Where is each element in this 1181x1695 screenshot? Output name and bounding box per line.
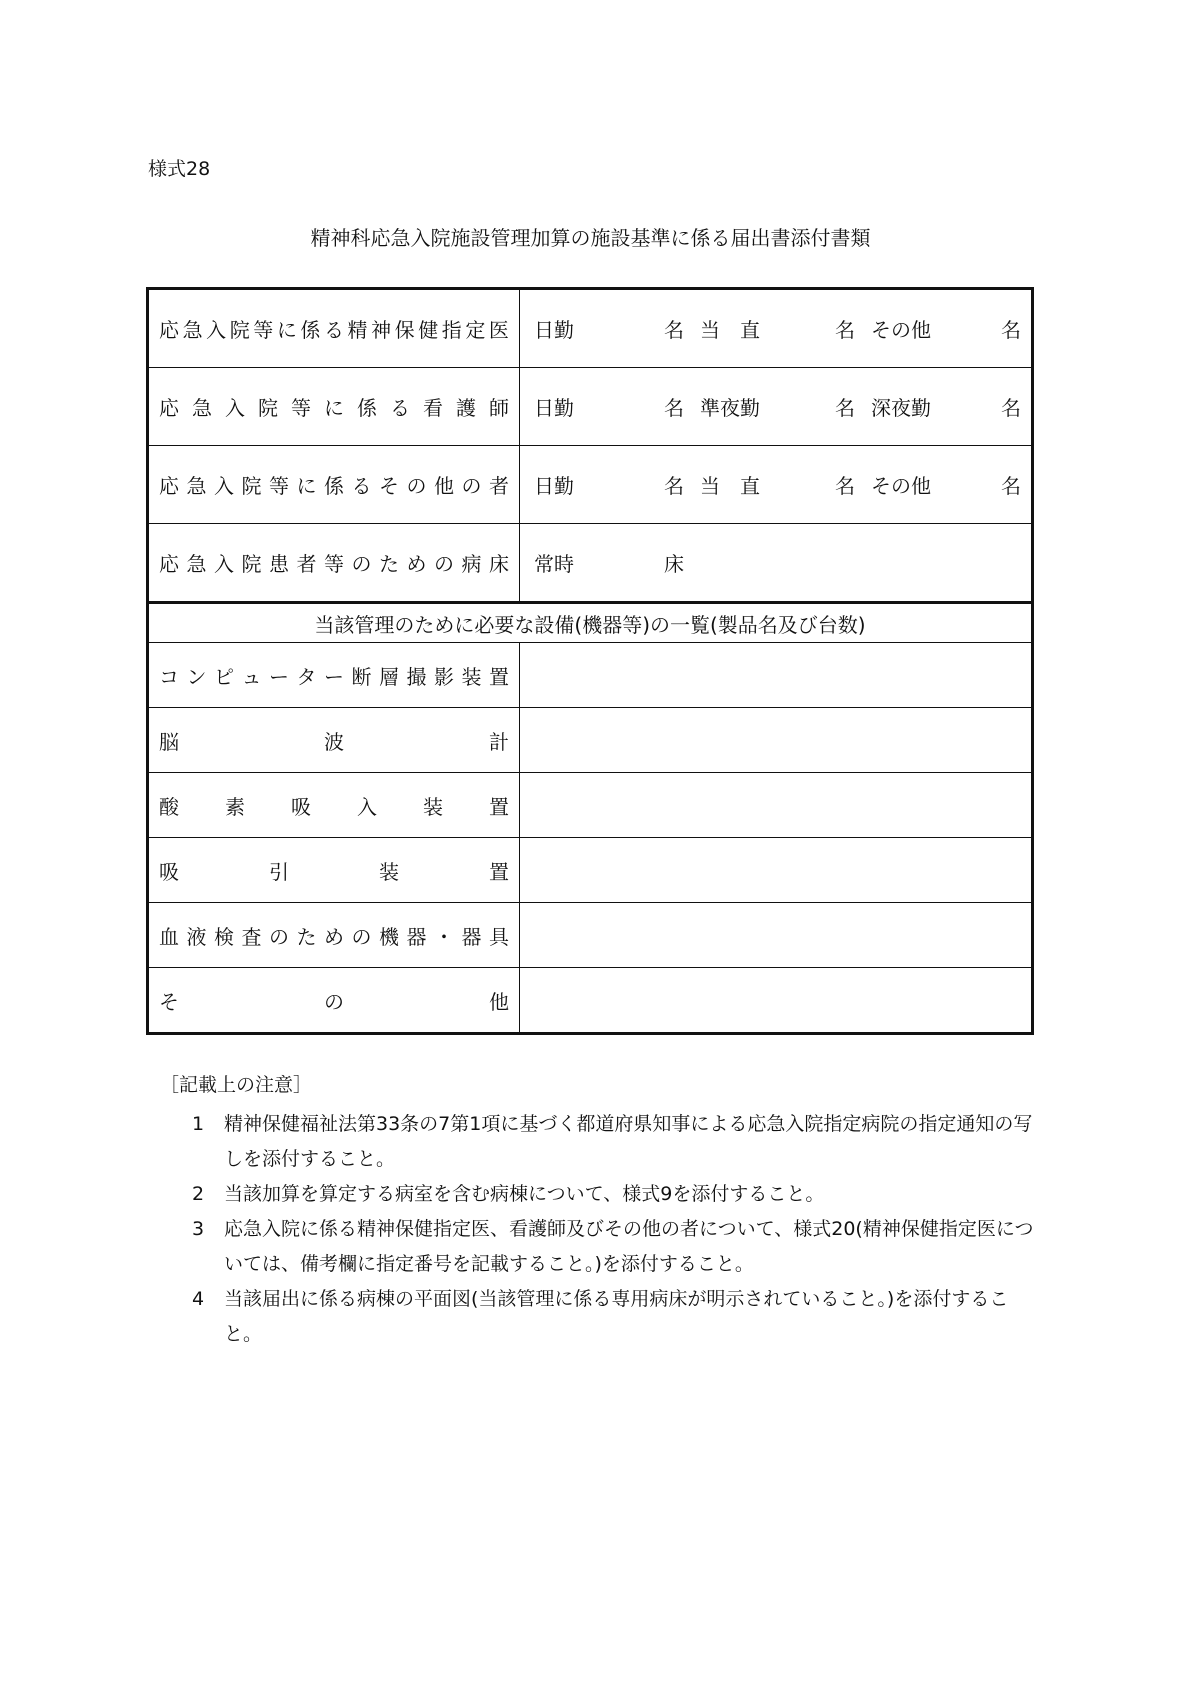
shift-pair: [534, 470, 684, 499]
unit-label: 名: [835, 318, 855, 342]
shift-pair: [534, 314, 684, 343]
shift-pair: [700, 470, 855, 499]
note-item: [160, 1107, 1040, 1177]
row-label-cell: [148, 289, 520, 368]
staff-row: [148, 368, 1033, 446]
note-item: [160, 1177, 1040, 1212]
shift-pair: [534, 392, 684, 421]
shift-label: その他: [871, 318, 931, 342]
shift-pair: [534, 548, 684, 577]
notes-heading: ［記載上の注意］: [160, 1074, 313, 1096]
shift-pair: [700, 314, 855, 343]
note-number: 4: [192, 1288, 205, 1310]
row-label: 応 急 入 院 等 に 係 る 看 護 師: [159, 396, 509, 420]
equipment-value-cell[interactable]: [520, 643, 1033, 708]
unit-label: 名: [1001, 318, 1021, 342]
shift-label: 当 直: [700, 318, 760, 342]
shift-label: 当 直: [700, 474, 760, 498]
unit-label: 名: [835, 396, 855, 420]
note-number: 1: [192, 1113, 205, 1135]
staff-row: [148, 289, 1033, 368]
note-text: 当該届出に係る病棟の平面図(当該管理に係る専用病床が明示されていること。)を添付すること。: [224, 1288, 1009, 1345]
shift-label: 準夜勤: [700, 396, 760, 420]
row-label: 応 急 入 院 等 に 係 る そ の 他 の 者: [159, 474, 509, 498]
equipment-value-cell[interactable]: [520, 903, 1033, 968]
form-id: 様式28: [148, 158, 211, 180]
row-label: 酸 素 吸 入 装 置: [159, 794, 509, 819]
note-item: [160, 1212, 1040, 1282]
row-label-cell: [148, 643, 520, 708]
shift-label: 深夜勤: [871, 396, 931, 420]
shift-label: 日勤: [534, 318, 574, 342]
row-label-cell: [148, 773, 520, 838]
equipment-value-cell[interactable]: [520, 708, 1033, 773]
shift-pair: [871, 392, 1031, 421]
equipment-value-cell[interactable]: [520, 773, 1033, 838]
shift-pair: [871, 314, 1031, 343]
row-label-cell: [148, 708, 520, 773]
staff-row: [148, 446, 1033, 524]
staff-count-cell[interactable]: [520, 368, 1033, 446]
unit-label: 名: [1001, 396, 1021, 420]
note-number: 3: [192, 1218, 205, 1240]
row-label: コ ン ピ ュ ー タ ー 断 層 撮 影 装 置: [159, 664, 509, 689]
note-text: 応急入院に係る精神保健指定医、看護師及びその他の者について、様式20(精神保健指定医については、備考欄に指定番号を記載すること。)を添付すること。: [224, 1218, 1034, 1275]
equipment-value-cell[interactable]: [520, 968, 1033, 1034]
shift-label: その他: [871, 474, 931, 498]
row-label-cell: [148, 968, 520, 1034]
row-label: 脳 波 計: [159, 729, 509, 754]
bed-count-cell[interactable]: [520, 524, 1033, 603]
unit-label: 名: [664, 396, 684, 420]
unit-label: 名: [664, 474, 684, 498]
shift-pair: [871, 470, 1031, 499]
equipment-value-cell[interactable]: [520, 838, 1033, 903]
shift-label: 日勤: [534, 474, 574, 498]
row-label: 吸 引 装 置: [159, 859, 509, 884]
notes-section: [160, 1070, 1040, 1352]
unit-label: 床: [664, 552, 684, 576]
row-label: 応 急 入 院 等 に 係 る 精 神 保 健 指 定 医: [159, 318, 509, 342]
equipment-row: [148, 773, 1033, 838]
shift-label: 日勤: [534, 396, 574, 420]
application-table: [146, 287, 1034, 1035]
equipment-row: [148, 838, 1033, 903]
unit-label: 名: [835, 474, 855, 498]
equipment-row: [148, 643, 1033, 708]
table-body: [148, 289, 1033, 1034]
bed-row: [148, 524, 1033, 603]
unit-label: 名: [664, 318, 684, 342]
unit-label: 名: [1001, 474, 1021, 498]
equipment-row: [148, 708, 1033, 773]
note-text: 精神保健福祉法第33条の7第1項に基づく都道府県知事による応急入院指定病院の指定通知の写しを添付すること。: [224, 1113, 1033, 1170]
row-label: 血 液 検 査 の た め の 機 器 ・ 器 具: [159, 924, 509, 949]
row-label-cell: [148, 838, 520, 903]
row-label-cell: [148, 524, 520, 603]
row-label: そ の 他: [159, 989, 509, 1014]
shift-label: 常時: [534, 552, 574, 576]
equipment-header: 当該管理のために必要な設備(機器等)の一覧(製品名及び台数): [148, 603, 1033, 643]
note-text: 当該加算を算定する病室を含む病棟について、様式9を添付すること。: [224, 1183, 825, 1205]
row-label: 応 急 入 院 患 者 等 の た め の 病 床: [159, 552, 509, 576]
equipment-row: [148, 903, 1033, 968]
document-title: 精神科応急入院施設管理加算の施設基準に係る届出書添付書類: [310, 226, 871, 250]
row-label-cell: [148, 368, 520, 446]
row-label-cell: [148, 446, 520, 524]
shift-pair: [700, 392, 855, 421]
note-number: 2: [192, 1183, 205, 1205]
equipment-header-row: [148, 603, 1033, 643]
equipment-row: [148, 968, 1033, 1034]
staff-count-cell[interactable]: [520, 289, 1033, 368]
staff-count-cell[interactable]: [520, 446, 1033, 524]
note-item: [160, 1282, 1040, 1352]
notes-list: [160, 1107, 1040, 1352]
row-label-cell: [148, 903, 520, 968]
